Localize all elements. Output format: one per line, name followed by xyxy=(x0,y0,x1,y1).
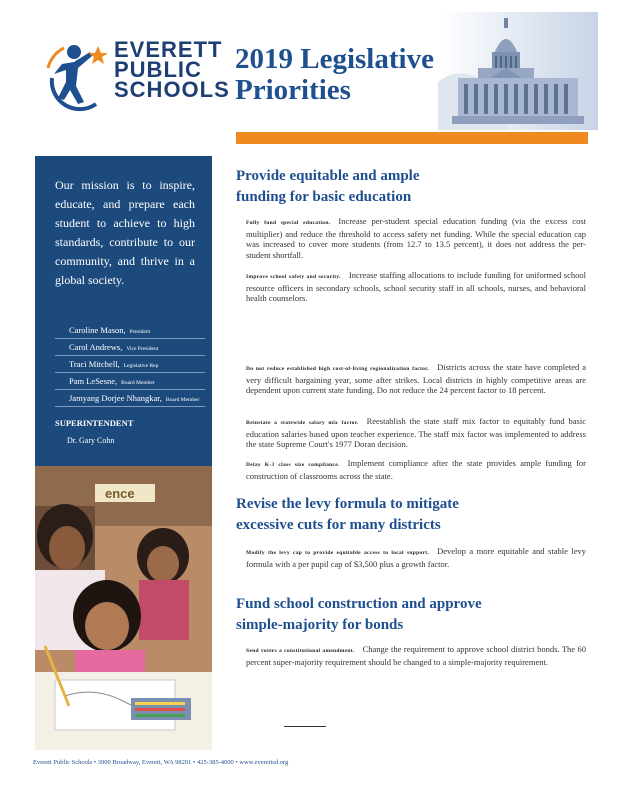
board-member-name: Traci Mitchell, xyxy=(69,359,120,369)
page-title: 2019 Legislative Priorities xyxy=(235,43,434,106)
priority-text: Increase per-student special education funding (via the excess cost multiplier) and reduce the threshold to access safety net funding. While the special education cap was increased to cover more students (from 12.7 to 13.5 percent), it does not address the per-student shortfall. xyxy=(246,216,586,260)
section-title-line: Provide equitable and ample xyxy=(236,168,420,184)
mission-statement: Our mission is to inspire, educate, and prepare each student to achieve to high standards, contribute to our community, and thrive in a global society. xyxy=(55,178,195,287)
section-title-line: simple-majority for bonds xyxy=(236,617,404,633)
priority-text: Develop a more equitable and stable levy formula with a per pupil cap of $3,500 plus a growth factor. xyxy=(246,546,587,569)
logo-wordmark xyxy=(114,37,230,102)
board-member xyxy=(55,373,205,390)
priority-item xyxy=(246,458,586,481)
header-rule xyxy=(236,132,588,144)
board-member-name: Pam LeSesne, xyxy=(69,376,118,386)
superintendent-heading: SUPERINTENDENT xyxy=(55,418,134,428)
board-member xyxy=(55,356,205,373)
priority-text: Reestablish the state staff mix factor to equitably fund basic education salaries based upon teacher experience. The staff mix factor was implemented to address the state Supreme Court's 1977 Doran decision. xyxy=(246,416,587,449)
section-title-levy xyxy=(236,494,588,536)
priority-lead: Modify the levy cap to provide equitable access to local support. xyxy=(246,550,430,556)
board-member xyxy=(55,339,205,356)
priority-lead: Reinstate a statewide salary mix factor. xyxy=(246,420,359,426)
section-title-line: Revise the levy formula to mitigate xyxy=(236,496,459,512)
priority-lead: Delay K-3 class size compliance. xyxy=(246,462,340,468)
priority-item xyxy=(246,362,586,396)
section-title-line: funding for basic education xyxy=(236,189,412,205)
priority-lead: Fully fund special education. xyxy=(246,220,331,226)
board-member-role: Board Member xyxy=(165,397,200,403)
priority-text: Change the requirement to approve school district bonds. The 60 percent super-majority requirement should be changed to a simple-majority requirement. xyxy=(246,644,587,667)
superintendent-name: Dr. Gary Cohn xyxy=(67,436,115,445)
priority-lead: Send voters a constitutional amendment. xyxy=(246,648,355,654)
board-member-name: Caroline Mason, xyxy=(69,325,126,335)
priority-item xyxy=(246,416,586,450)
priority-text: Implement compliance after the state provides ample funding for construction of classrooms across the state. xyxy=(246,458,587,481)
globe-figure-icon xyxy=(44,38,114,112)
students-photo xyxy=(35,466,212,750)
logo-line: EVERETT xyxy=(114,37,223,62)
logo-line: PUBLIC xyxy=(114,57,202,82)
divider xyxy=(284,726,326,727)
priority-lead: Improve school safety and security. xyxy=(246,274,341,280)
capitol-building-image xyxy=(438,12,598,130)
board-member xyxy=(55,322,205,339)
district-logo xyxy=(44,37,230,112)
priority-text: Districts across the state have completed a very difficult bargaining year, some after strikes. Local districts in highly competitive areas are dependent upon current state funding. Do not reduce the 24 percent factor to 18 percent. xyxy=(246,362,586,395)
priority-text: Increase staffing allocations to include funding for uniformed school resource officers in secondary schools, school security staff in all schools, nurses, and behavioral health counselors. xyxy=(246,270,586,303)
sidebar-panel xyxy=(35,156,212,466)
board-member-name: Jamyang Dorjee Nhangkar, xyxy=(69,393,162,403)
priority-item xyxy=(246,270,586,304)
section-title-basic-education xyxy=(236,166,588,208)
priority-item xyxy=(246,644,586,667)
board-list xyxy=(55,322,205,407)
board-member-role: Board Member xyxy=(121,380,155,386)
section-title-line: Fund school construction and approve xyxy=(236,596,482,612)
priority-item xyxy=(246,216,586,260)
footer-contact: Everett Public Schools • 3900 Broadway, Everett, WA 98201 • 425-385-4000 • www.everettsd.org xyxy=(33,759,289,766)
classroom-sign-text: ence xyxy=(105,486,135,501)
priority-lead: Do not reduce established high cost-of-living regionalization factor. xyxy=(246,366,430,372)
board-member-name: Carol Andrews, xyxy=(69,342,123,352)
logo-line: SCHOOLS xyxy=(114,77,230,102)
priority-item xyxy=(246,546,586,569)
students-illustration xyxy=(35,466,212,750)
board-member-role: Legislative Rep xyxy=(123,363,159,369)
section-title-line: excessive cuts for many districts xyxy=(236,517,441,533)
board-member-role: President xyxy=(129,329,151,335)
board-member xyxy=(55,390,205,407)
board-member-role: Vice President xyxy=(126,346,159,352)
section-title-construction xyxy=(236,594,588,636)
